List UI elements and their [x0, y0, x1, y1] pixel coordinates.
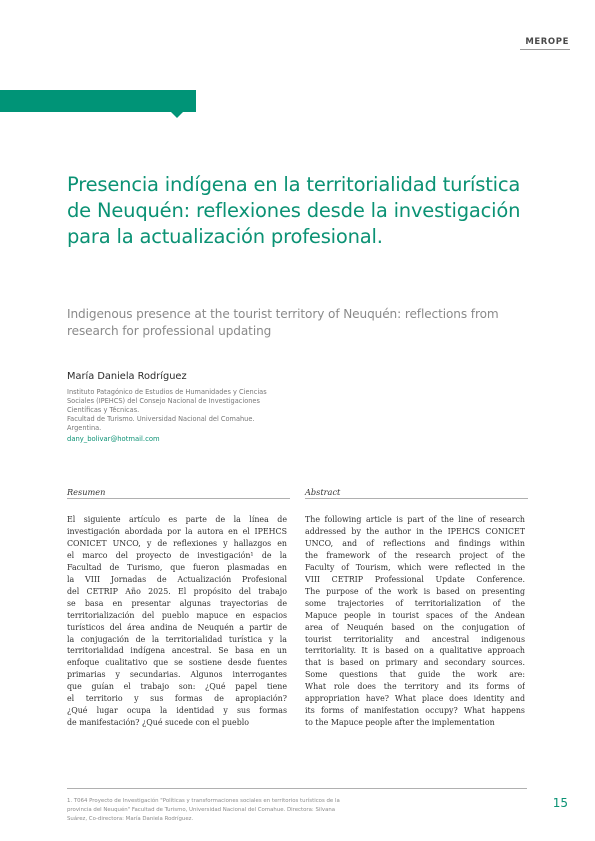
- resumen-line: ¿Qué lugar ocupa la identidad y sus formas: [67, 706, 287, 716]
- abstract-line: VIII CETRIP Professional Update Conference.: [305, 574, 525, 584]
- decorative-band: [0, 90, 196, 112]
- resumen-line: la conjugación de la territorialidad turística y la: [67, 634, 287, 644]
- resumen-line: territorialización del pueblo mapuce en espacios: [67, 610, 287, 620]
- abstract-line: its forms of manifestation occupy? What happens: [305, 706, 525, 716]
- abstract-line: tourist territoriality and ancestral indigenous: [305, 634, 525, 644]
- resumen-body: [67, 514, 287, 729]
- affiliation-line: Facultad de Turismo. Universidad Nacional del Comahue.: [67, 414, 255, 423]
- abstract-line: UNCO, and of reflections and findings within: [305, 538, 525, 548]
- abstract-line: that is based on primary and secondary sources.: [305, 658, 525, 668]
- abstract-line: area of Neuquén based on the conjugation of: [305, 622, 525, 632]
- abstract-line: Some questions that guide the work are:: [305, 670, 525, 680]
- resumen-line: el marco del proyecto de investigación¹ de la: [67, 550, 287, 560]
- journal-name: MEROPE: [525, 37, 569, 47]
- author-email-link[interactable]: dany_bolivar@hotmail.com: [67, 435, 160, 443]
- abstract-heading-rule: [305, 498, 528, 499]
- resumen-line: el territorio y sus formas de apropiación?: [67, 694, 287, 704]
- abstract-line: Faculty of Tourism, which were reflected in the: [305, 562, 525, 572]
- author-affiliation: [67, 388, 297, 433]
- resumen-line: de manifestación? ¿Qué sucede con el pueblo: [67, 718, 250, 728]
- article-title: Presencia indígena en la territorialidad turística de Neuquén: reflexiones desde la investigación para la actualización profesional.: [67, 173, 521, 248]
- resumen-line: se basa en presentar algunas trayectorias de: [67, 598, 287, 608]
- footnote-line: provincia del Neuquén" Facultad de Turismo, Universidad Nacional del Comahue. Directora: Silvana: [67, 806, 336, 813]
- abstract-line: addressed by the author in the IPEHCS CONICET: [305, 526, 525, 536]
- resumen-line: Facultad de Turismo, que fueron plasmadas en: [67, 562, 287, 572]
- author-name: María Daniela Rodríguez: [67, 371, 187, 382]
- footnote-line: Suárez, Co-directora: María Daniela Rodríguez.: [67, 815, 194, 822]
- affiliation-line: Argentina.: [67, 423, 102, 432]
- affiliation-line: Sociales (IPEHCS) del Consejo Nacional de Investigaciones: [67, 396, 260, 405]
- footnote: [67, 797, 467, 823]
- abstract-line: The purpose of the work is based on presenting: [305, 586, 525, 596]
- affiliation-line: Instituto Patagónico de Estudios de Humanidades y Ciencias: [67, 388, 267, 396]
- footnote-rule: [67, 788, 527, 789]
- abstract-line: to the Mapuce people after the implementation: [305, 718, 495, 728]
- resumen-line: enfoque cualitativo que se sostiene desde fuentes: [67, 658, 287, 668]
- band-notch: [171, 112, 183, 118]
- resumen-heading: Resumen: [67, 487, 106, 497]
- resumen-line: investigación abordada por la autora en el IPEHCS: [67, 526, 287, 536]
- resumen-line: del CETRIP Año 2025. El propósito del trabajo: [67, 586, 287, 596]
- abstract-line: territoriality. It is based on a qualitative approach: [305, 646, 525, 656]
- abstract-line: appropriation have? What place does identity and: [305, 694, 525, 704]
- resumen-line: turísticos del área andina de Neuquén a partir de: [67, 622, 287, 632]
- resumen-line: la VIII Jornadas de Actualización Profesional: [67, 574, 287, 584]
- header-rule: [520, 49, 570, 50]
- resumen-line: que guían el trabajo son: ¿Qué papel tiene: [67, 682, 287, 692]
- abstract-line: Mapuce people in tourist spaces of the Andean: [305, 610, 525, 620]
- resumen-line: El siguiente artículo es parte de la línea de: [67, 515, 287, 524]
- abstract-line: What role does the territory and its forms of: [305, 682, 525, 692]
- abstract-body: [305, 514, 525, 729]
- resumen-line: primarias y secundarias. Algunos interrogantes: [67, 670, 287, 680]
- affiliation-line: Científicas y Técnicas.: [67, 405, 140, 414]
- abstract-line: the framework of the research project of the: [305, 550, 525, 560]
- resumen-heading-rule: [67, 498, 290, 499]
- resumen-line: CONICET UNCO, y de reflexiones y hallazgos en: [67, 538, 287, 548]
- page-number: 15: [552, 796, 568, 810]
- footnote-line: 1. T064 Proyecto de Investigación "Políticas y transformaciones sociales en territorios turísticos de la: [67, 798, 340, 804]
- abstract-line: The following article is part of the line of research: [305, 515, 525, 524]
- resumen-line: territorialidad indígena ancestral. Se basa en un: [67, 646, 287, 656]
- article-subtitle: Indigenous presence at the tourist territory of Neuquén: reflections from research for professional updating: [67, 307, 499, 338]
- abstract-line: some trajectories of territorialization of the: [305, 598, 525, 608]
- abstract-heading: Abstract: [305, 487, 341, 497]
